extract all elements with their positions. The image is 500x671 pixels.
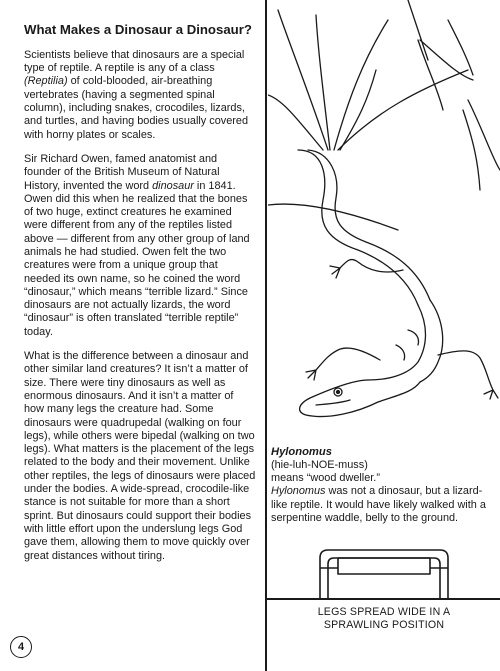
article-column [24,22,256,574]
caption-desc-name: Hylonomus [271,485,326,498]
page-number: 4 [10,636,32,658]
vertical-divider [265,0,267,671]
legs-label-line: LEGS SPREAD WIDE IN A [317,606,451,618]
paragraph-richard-owen [24,153,256,339]
paragraph-text: in 1841. Owen did this when he realized that the bones of two huge, extinct creatures he examined were different from any of the reptiles listed above — different from any other group of land animals he had studied. Owen felt the two creatures were from a unique group that needed its own name, so he coined the word “dinosaur,” which means “terrible lizard.” Since dinosaurs are not actually lizards, the word “dinosaur” is often translated “terrible reptile” today. [24,179,250,338]
caption-pronunciation: (hie-luh-NOE-muss) [271,459,368,471]
paragraph-reptile-definition [24,49,256,142]
sprawling-legs-diagram [268,546,500,598]
caption-title: Hylonomus [271,446,332,458]
paragraph-italic: (Reptilia) [24,75,68,88]
paragraph-text: Sir Richard Owen, famed anatomist and founder of the British Museum of Natural History, invented the word [24,152,220,192]
legs-label [268,606,500,633]
paragraph-text: of cold-blooded, air-breathing vertebrates (having a segmented spinal column), including snakes, crocodiles, lizards, and turtles, and having bodies usually covered with horny plates or scales. [24,75,249,141]
legs-label-line: SPRAWLING POSITION [323,619,445,632]
page-title: What Makes a Dinosaur a Dinosaur? [24,22,252,37]
paragraph-italic: dinosaur [152,179,194,192]
caption-meaning: means “wood dweller.” [271,472,380,485]
caption-block [271,446,497,525]
horizontal-divider [267,598,500,600]
paragraph-difference: What is the difference between a dinosaur and other similar land creatures? It isn’t a matter of size. There were tiny dinosaurs as well as enormous dinosaurs. And it isn’t a matter of how many legs the creature had. Some dinosaurs were quadrupedal (walking on four legs), while others were bipedal (walking on two legs). What matters is the placement of the legs related to the body and their movement. Unlike other reptiles, the legs of dinosaurs were placed under the bodies. A wide-spread, crocodile-like stance is not suitable for more than a short sprint. But dinosaurs could support their bodies with little effort upon the underslung legs God gave them, allowing them to move quickly over great distances without tiring. [24,350,256,562]
hylonomus-illustration [268,0,500,446]
caption-desc-text: was not a dinosaur, but a lizard-like reptile. It would have likely walked with a serpentine waddle, belly to the ground. [271,485,486,524]
paragraph-text: Scientists believe that dinosaurs are a special type of reptile. A reptile is any of a class [24,48,245,75]
caption-description [271,485,497,525]
